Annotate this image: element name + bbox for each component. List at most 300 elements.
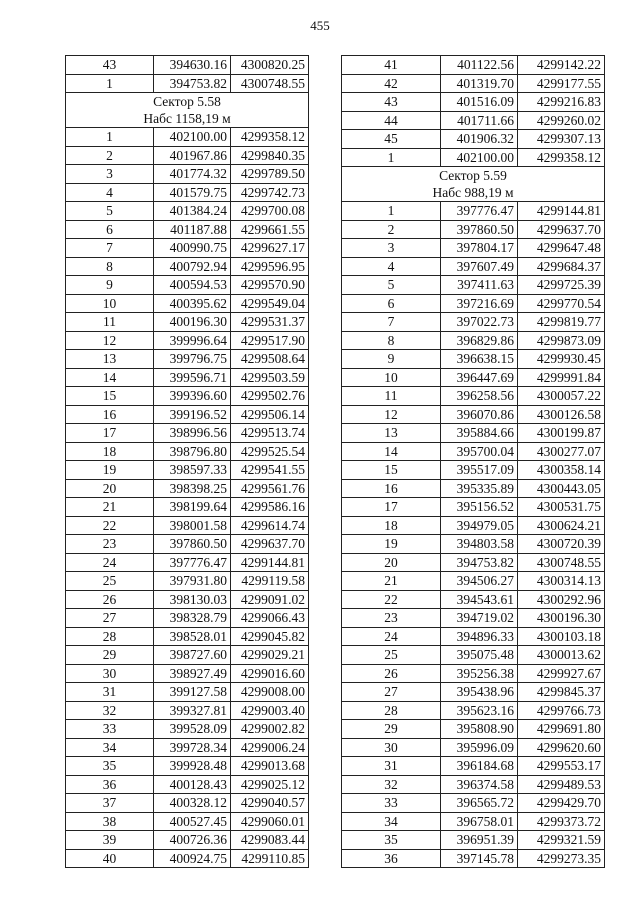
point-number-cell: 23: [66, 535, 154, 554]
y-coordinate-cell: 4300748.55: [518, 553, 605, 572]
x-coordinate-cell: 398328.79: [154, 609, 231, 628]
table-row: [342, 74, 605, 93]
y-coordinate-cell: 4299517.90: [231, 331, 309, 350]
y-coordinate-cell: 4299531.37: [231, 313, 309, 332]
table-row: [66, 794, 309, 813]
x-coordinate-cell: 401319.70: [441, 74, 518, 93]
y-coordinate-cell: 4300531.75: [518, 498, 605, 517]
x-coordinate-cell: 398199.64: [154, 498, 231, 517]
x-coordinate-cell: 401906.32: [441, 130, 518, 149]
table-row: [66, 128, 309, 147]
x-coordinate-cell: 398398.25: [154, 479, 231, 498]
point-number-cell: 40: [66, 849, 154, 868]
y-coordinate-cell: 4299002.82: [231, 720, 309, 739]
table-row: [66, 516, 309, 535]
x-coordinate-cell: 398796.80: [154, 442, 231, 461]
table-row: [66, 738, 309, 757]
y-coordinate-cell: 4299770.54: [518, 294, 605, 313]
y-coordinate-cell: 4299541.55: [231, 461, 309, 480]
point-number-cell: 44: [342, 111, 441, 130]
y-coordinate-cell: 4299025.12: [231, 775, 309, 794]
x-coordinate-cell: 400527.45: [154, 812, 231, 831]
y-coordinate-cell: 4299489.53: [518, 775, 605, 794]
x-coordinate-cell: 399796.75: [154, 350, 231, 369]
table-row: [342, 757, 605, 776]
x-coordinate-cell: 401711.66: [441, 111, 518, 130]
x-coordinate-cell: 400792.94: [154, 257, 231, 276]
y-coordinate-cell: 4299066.43: [231, 609, 309, 628]
table-row: [342, 627, 605, 646]
x-coordinate-cell: 400395.62: [154, 294, 231, 313]
sector-header: [66, 93, 309, 128]
table-row: [66, 239, 309, 258]
point-number-cell: 25: [66, 572, 154, 591]
x-coordinate-cell: 397607.49: [441, 257, 518, 276]
table-row: [66, 313, 309, 332]
point-number-cell: 10: [342, 368, 441, 387]
x-coordinate-cell: 397804.17: [441, 239, 518, 258]
y-coordinate-cell: 4300720.39: [518, 535, 605, 554]
x-coordinate-cell: 394803.58: [441, 535, 518, 554]
table-row: [342, 461, 605, 480]
table-row: [342, 130, 605, 149]
y-coordinate-cell: 4299358.12: [231, 128, 309, 147]
table-row: [66, 165, 309, 184]
point-number-cell: 17: [66, 424, 154, 443]
y-coordinate-cell: 4299119.58: [231, 572, 309, 591]
y-coordinate-cell: 4299144.81: [231, 553, 309, 572]
sector-area: Набс 1158,19 м: [143, 111, 231, 126]
y-coordinate-cell: 4299691.80: [518, 720, 605, 739]
point-number-cell: 23: [342, 609, 441, 628]
x-coordinate-cell: 402100.00: [441, 148, 518, 167]
x-coordinate-cell: 396258.56: [441, 387, 518, 406]
y-coordinate-cell: 4299661.55: [231, 220, 309, 239]
table-row: [66, 498, 309, 517]
point-number-cell: 19: [342, 535, 441, 554]
y-coordinate-cell: 4299008.00: [231, 683, 309, 702]
point-number-cell: 35: [66, 757, 154, 776]
y-coordinate-cell: 4299110.85: [231, 849, 309, 868]
y-coordinate-cell: 4299647.48: [518, 239, 605, 258]
x-coordinate-cell: 395884.66: [441, 424, 518, 443]
y-coordinate-cell: 4300199.87: [518, 424, 605, 443]
y-coordinate-cell: 4299273.35: [518, 849, 605, 868]
y-coordinate-cell: 4299684.37: [518, 257, 605, 276]
point-number-cell: 21: [342, 572, 441, 591]
table-row: [342, 239, 605, 258]
y-coordinate-cell: 4299930.45: [518, 350, 605, 369]
x-coordinate-cell: 396565.72: [441, 794, 518, 813]
point-number-cell: 31: [342, 757, 441, 776]
y-coordinate-cell: 4299045.82: [231, 627, 309, 646]
point-number-cell: 33: [342, 794, 441, 813]
table-row: [342, 812, 605, 831]
x-coordinate-cell: 394896.33: [441, 627, 518, 646]
table-row: [342, 794, 605, 813]
table-row: [66, 387, 309, 406]
y-coordinate-cell: 4299561.76: [231, 479, 309, 498]
point-number-cell: 5: [342, 276, 441, 295]
x-coordinate-cell: 398727.60: [154, 646, 231, 665]
sector-header-row: [342, 167, 605, 202]
y-coordinate-cell: 4300314.13: [518, 572, 605, 591]
table-row: [342, 849, 605, 868]
x-coordinate-cell: 397860.50: [154, 535, 231, 554]
point-number-cell: 41: [342, 56, 441, 75]
point-number-cell: 1: [66, 128, 154, 147]
x-coordinate-cell: 398996.56: [154, 424, 231, 443]
x-coordinate-cell: 397931.80: [154, 572, 231, 591]
point-number-cell: 28: [66, 627, 154, 646]
point-number-cell: 38: [66, 812, 154, 831]
x-coordinate-cell: 400594.53: [154, 276, 231, 295]
table-row: [342, 498, 605, 517]
table-row: [342, 572, 605, 591]
y-coordinate-cell: 4299506.14: [231, 405, 309, 424]
point-number-cell: 7: [342, 313, 441, 332]
table-row: [342, 775, 605, 794]
point-number-cell: 9: [342, 350, 441, 369]
table-row: [342, 294, 605, 313]
x-coordinate-cell: 394753.82: [441, 553, 518, 572]
y-coordinate-cell: 4299016.60: [231, 664, 309, 683]
point-number-cell: 2: [66, 146, 154, 165]
table-row: [342, 111, 605, 130]
point-number-cell: 16: [66, 405, 154, 424]
x-coordinate-cell: 399728.34: [154, 738, 231, 757]
point-number-cell: 36: [342, 849, 441, 868]
point-number-cell: 35: [342, 831, 441, 850]
point-number-cell: 39: [66, 831, 154, 850]
point-number-cell: 37: [66, 794, 154, 813]
table-row: [66, 627, 309, 646]
table-row: [66, 331, 309, 350]
point-number-cell: 30: [66, 664, 154, 683]
x-coordinate-cell: 400196.30: [154, 313, 231, 332]
y-coordinate-cell: 4299260.02: [518, 111, 605, 130]
point-number-cell: 26: [66, 590, 154, 609]
y-coordinate-cell: 4300443.05: [518, 479, 605, 498]
x-coordinate-cell: 401579.75: [154, 183, 231, 202]
point-number-cell: 1: [342, 202, 441, 221]
y-coordinate-cell: 4299873.09: [518, 331, 605, 350]
point-number-cell: 32: [342, 775, 441, 794]
table-row: [342, 56, 605, 75]
table-row: [66, 183, 309, 202]
table-row: [66, 368, 309, 387]
x-coordinate-cell: 402100.00: [154, 128, 231, 147]
point-number-cell: 27: [342, 683, 441, 702]
point-number-cell: 3: [342, 239, 441, 258]
x-coordinate-cell: 399928.48: [154, 757, 231, 776]
y-coordinate-cell: 4299358.12: [518, 148, 605, 167]
y-coordinate-cell: 4299307.13: [518, 130, 605, 149]
y-coordinate-cell: 4299508.64: [231, 350, 309, 369]
sector-header-row: [66, 93, 309, 128]
x-coordinate-cell: 394506.27: [441, 572, 518, 591]
x-coordinate-cell: 396951.39: [441, 831, 518, 850]
point-number-cell: 19: [66, 461, 154, 480]
y-coordinate-cell: 4299725.39: [518, 276, 605, 295]
x-coordinate-cell: 398927.49: [154, 664, 231, 683]
point-number-cell: 24: [342, 627, 441, 646]
point-number-cell: 22: [66, 516, 154, 535]
table-row: [342, 424, 605, 443]
coordinate-table-right: [341, 55, 605, 868]
page-number: 455: [310, 18, 330, 33]
y-coordinate-cell: 4299029.21: [231, 646, 309, 665]
point-number-cell: 18: [66, 442, 154, 461]
x-coordinate-cell: 400726.36: [154, 831, 231, 850]
y-coordinate-cell: 4299083.44: [231, 831, 309, 850]
point-number-cell: 8: [342, 331, 441, 350]
y-coordinate-cell: 4299627.17: [231, 239, 309, 258]
point-number-cell: 24: [66, 553, 154, 572]
y-coordinate-cell: 4299766.73: [518, 701, 605, 720]
point-number-cell: 20: [342, 553, 441, 572]
y-coordinate-cell: 4300196.30: [518, 609, 605, 628]
point-number-cell: 45: [342, 130, 441, 149]
x-coordinate-cell: 395996.09: [441, 738, 518, 757]
x-coordinate-cell: 399528.09: [154, 720, 231, 739]
y-coordinate-cell: 4299006.24: [231, 738, 309, 757]
table-row: [342, 609, 605, 628]
y-coordinate-cell: 4299177.55: [518, 74, 605, 93]
x-coordinate-cell: 395335.89: [441, 479, 518, 498]
x-coordinate-cell: 396374.58: [441, 775, 518, 794]
x-coordinate-cell: 395075.48: [441, 646, 518, 665]
point-number-cell: 9: [66, 276, 154, 295]
point-number-cell: 43: [342, 93, 441, 112]
point-number-cell: 18: [342, 516, 441, 535]
point-number-cell: 2: [342, 220, 441, 239]
x-coordinate-cell: 398528.01: [154, 627, 231, 646]
table-row: [342, 368, 605, 387]
y-coordinate-cell: 4300126.58: [518, 405, 605, 424]
x-coordinate-cell: 401122.56: [441, 56, 518, 75]
table-row: [342, 276, 605, 295]
table-row: [66, 849, 309, 868]
table-row: [66, 535, 309, 554]
y-coordinate-cell: 4299614.74: [231, 516, 309, 535]
point-number-cell: 5: [66, 202, 154, 221]
y-coordinate-cell: 4299700.08: [231, 202, 309, 221]
table-row: [66, 701, 309, 720]
table-row: [66, 257, 309, 276]
y-coordinate-cell: 4299553.17: [518, 757, 605, 776]
sector-title: Сектор 5.58: [153, 94, 221, 109]
table-row: [66, 56, 309, 75]
y-coordinate-cell: 4300624.21: [518, 516, 605, 535]
point-number-cell: 10: [66, 294, 154, 313]
table-row: [66, 461, 309, 480]
y-coordinate-cell: 4299789.50: [231, 165, 309, 184]
point-number-cell: 31: [66, 683, 154, 702]
x-coordinate-cell: 396184.68: [441, 757, 518, 776]
point-number-cell: 36: [66, 775, 154, 794]
point-number-cell: 13: [342, 424, 441, 443]
y-coordinate-cell: 4299570.90: [231, 276, 309, 295]
table-row: [342, 646, 605, 665]
table-row: [342, 738, 605, 757]
y-coordinate-cell: 4299060.01: [231, 812, 309, 831]
point-number-cell: 6: [342, 294, 441, 313]
point-number-cell: 27: [66, 609, 154, 628]
y-coordinate-cell: 4300358.14: [518, 461, 605, 480]
coordinate-table-left: [65, 55, 309, 868]
sector-title: Сектор 5.59: [439, 168, 507, 183]
point-number-cell: 42: [342, 74, 441, 93]
table-row: [66, 74, 309, 93]
table-row: [66, 720, 309, 739]
point-number-cell: 11: [66, 313, 154, 332]
y-coordinate-cell: 4299549.04: [231, 294, 309, 313]
table-row: [342, 535, 605, 554]
table-row: [342, 313, 605, 332]
table-row: [66, 812, 309, 831]
table-row: [66, 294, 309, 313]
x-coordinate-cell: 394979.05: [441, 516, 518, 535]
point-number-cell: 28: [342, 701, 441, 720]
point-number-cell: 16: [342, 479, 441, 498]
table-row: [342, 331, 605, 350]
point-number-cell: 43: [66, 56, 154, 75]
point-number-cell: 33: [66, 720, 154, 739]
table-row: [342, 257, 605, 276]
x-coordinate-cell: 395438.96: [441, 683, 518, 702]
point-number-cell: 29: [342, 720, 441, 739]
y-coordinate-cell: 4299586.16: [231, 498, 309, 517]
x-coordinate-cell: 398001.58: [154, 516, 231, 535]
x-coordinate-cell: 399127.58: [154, 683, 231, 702]
table-row: [66, 683, 309, 702]
table-row: [342, 664, 605, 683]
table-row: [66, 424, 309, 443]
point-number-cell: 8: [66, 257, 154, 276]
point-number-cell: 29: [66, 646, 154, 665]
table-row: [66, 553, 309, 572]
x-coordinate-cell: 399596.71: [154, 368, 231, 387]
y-coordinate-cell: 4299819.77: [518, 313, 605, 332]
x-coordinate-cell: 396758.01: [441, 812, 518, 831]
point-number-cell: 34: [342, 812, 441, 831]
x-coordinate-cell: 398597.33: [154, 461, 231, 480]
table-row: [342, 442, 605, 461]
y-coordinate-cell: 4299502.76: [231, 387, 309, 406]
x-coordinate-cell: 401384.24: [154, 202, 231, 221]
point-number-cell: 25: [342, 646, 441, 665]
y-coordinate-cell: 4300057.22: [518, 387, 605, 406]
x-coordinate-cell: 399396.60: [154, 387, 231, 406]
x-coordinate-cell: 397216.69: [441, 294, 518, 313]
y-coordinate-cell: 4299742.73: [231, 183, 309, 202]
point-number-cell: 14: [66, 368, 154, 387]
x-coordinate-cell: 400990.75: [154, 239, 231, 258]
y-coordinate-cell: 4299373.72: [518, 812, 605, 831]
table-row: [342, 405, 605, 424]
point-number-cell: 12: [66, 331, 154, 350]
table-row: [342, 93, 605, 112]
y-coordinate-cell: 4300277.07: [518, 442, 605, 461]
y-coordinate-cell: 4299013.68: [231, 757, 309, 776]
x-coordinate-cell: 395700.04: [441, 442, 518, 461]
table-row: [342, 590, 605, 609]
table-row: [66, 831, 309, 850]
y-coordinate-cell: 4299637.70: [518, 220, 605, 239]
point-number-cell: 30: [342, 738, 441, 757]
point-number-cell: 34: [66, 738, 154, 757]
y-coordinate-cell: 4299845.37: [518, 683, 605, 702]
x-coordinate-cell: 396070.86: [441, 405, 518, 424]
point-number-cell: 12: [342, 405, 441, 424]
point-number-cell: 22: [342, 590, 441, 609]
y-coordinate-cell: 4299840.35: [231, 146, 309, 165]
table-row: [66, 646, 309, 665]
y-coordinate-cell: 4300748.55: [231, 74, 309, 93]
y-coordinate-cell: 4299321.59: [518, 831, 605, 850]
table-row: [66, 609, 309, 628]
table-row: [342, 220, 605, 239]
y-coordinate-cell: 4299144.81: [518, 202, 605, 221]
x-coordinate-cell: 394543.61: [441, 590, 518, 609]
x-coordinate-cell: 395156.52: [441, 498, 518, 517]
y-coordinate-cell: 4299091.02: [231, 590, 309, 609]
y-coordinate-cell: 4299637.70: [231, 535, 309, 554]
table-row: [66, 572, 309, 591]
x-coordinate-cell: 400128.43: [154, 775, 231, 794]
x-coordinate-cell: 397860.50: [441, 220, 518, 239]
table-row: [342, 701, 605, 720]
point-number-cell: 1: [342, 148, 441, 167]
y-coordinate-cell: 4299216.83: [518, 93, 605, 112]
point-number-cell: 1: [66, 74, 154, 93]
y-coordinate-cell: 4299525.54: [231, 442, 309, 461]
x-coordinate-cell: 394630.16: [154, 56, 231, 75]
table-row: [66, 146, 309, 165]
x-coordinate-cell: 399196.52: [154, 405, 231, 424]
table-row: [342, 148, 605, 167]
x-coordinate-cell: 398130.03: [154, 590, 231, 609]
point-number-cell: 15: [66, 387, 154, 406]
table-row: [342, 202, 605, 221]
table-row: [66, 220, 309, 239]
x-coordinate-cell: 397411.63: [441, 276, 518, 295]
table-row: [66, 405, 309, 424]
y-coordinate-cell: 4299142.22: [518, 56, 605, 75]
table-row: [342, 553, 605, 572]
point-number-cell: 14: [342, 442, 441, 461]
table-row: [342, 350, 605, 369]
y-coordinate-cell: 4299429.70: [518, 794, 605, 813]
y-coordinate-cell: 4300820.25: [231, 56, 309, 75]
x-coordinate-cell: 396447.69: [441, 368, 518, 387]
x-coordinate-cell: 401187.88: [154, 220, 231, 239]
table-row: [66, 350, 309, 369]
table-row: [342, 387, 605, 406]
table-row: [66, 664, 309, 683]
table-row: [66, 442, 309, 461]
table-row: [66, 590, 309, 609]
y-coordinate-cell: 4299513.74: [231, 424, 309, 443]
y-coordinate-cell: 4299991.84: [518, 368, 605, 387]
table-row: [66, 479, 309, 498]
y-coordinate-cell: 4299596.95: [231, 257, 309, 276]
sector-area: Набс 988,19 м: [432, 185, 514, 200]
x-coordinate-cell: 400924.75: [154, 849, 231, 868]
x-coordinate-cell: 399996.64: [154, 331, 231, 350]
point-number-cell: 26: [342, 664, 441, 683]
